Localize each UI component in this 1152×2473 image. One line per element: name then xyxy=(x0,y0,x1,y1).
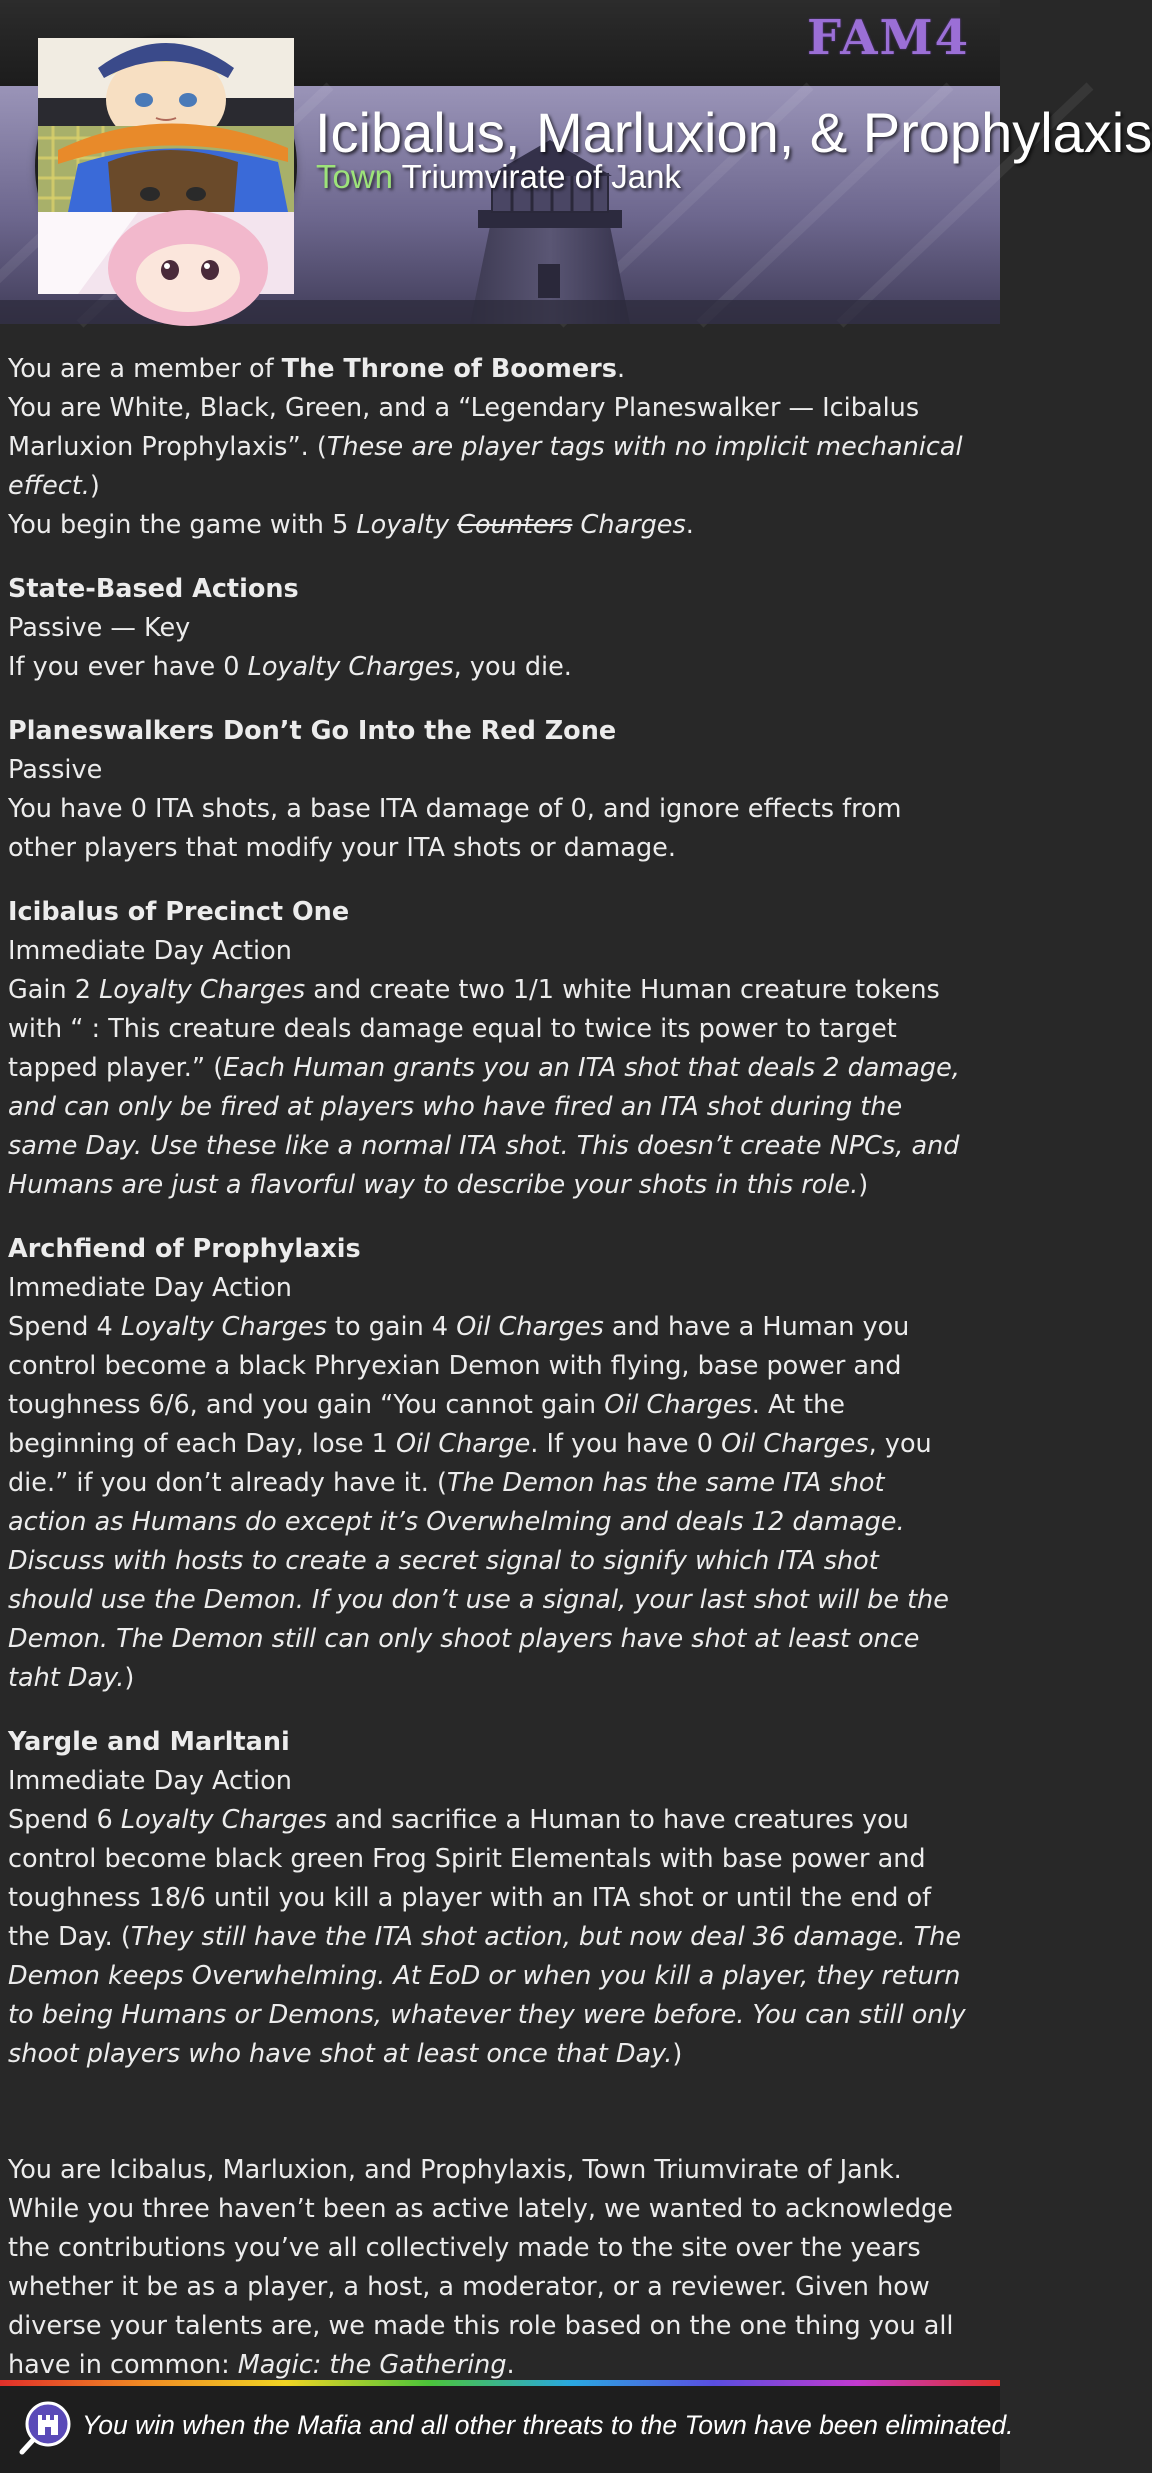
win-condition-footer xyxy=(0,2386,1014,2473)
ability-name: State-Based Actions xyxy=(8,574,299,604)
ability-type: Passive — Key xyxy=(8,613,191,643)
ability-text-part: ) xyxy=(858,1170,869,1200)
role-title: Icibalus, Marluxion, & Prophylaxis xyxy=(315,101,1152,164)
intro-section xyxy=(8,350,968,545)
ability-text-em: Oil Charges xyxy=(456,1312,604,1342)
section-spacer xyxy=(8,2099,968,2151)
ability-text-part: and sacrifice a Human to have creatures you control become black green Frog Spirit Elementals with base power and toughness 18/6 until you kill a player with an ITA shot or until the end of the Day. ( xyxy=(8,1805,932,1952)
avatar-collage-icon xyxy=(38,38,294,294)
struck-counters-word: Counters xyxy=(457,510,573,540)
ability-text-part: ) xyxy=(672,2039,683,2069)
faction-name: The Throne of Boomers xyxy=(281,354,617,384)
ability-red-zone xyxy=(8,712,968,868)
castle-magnifier-icon xyxy=(18,2398,76,2456)
ability-text-part: Spend 6 xyxy=(8,1805,121,1835)
flavor-text-part: . xyxy=(506,2350,515,2380)
faction-line-text: You are a member of xyxy=(8,354,282,384)
ability-text-part: , you die.” if you don’t already have it. ( xyxy=(8,1429,932,1498)
ability-yargle xyxy=(8,1723,968,2074)
flavor-section xyxy=(8,2151,968,2385)
flavor-text-part: You are Icibalus, Marluxion, and Prophylaxis, Town Triumvirate of Jank. While you three haven’t been as active lately, we wanted to acknowledge the contributions you’ve all collectively made to the site over the years whether it be as a player, a host, a moderator, or a reviewer. Given how diverse your talents are, we made this role based on the one thing you all have in common: xyxy=(8,2155,954,2380)
loyalty-word: Loyalty xyxy=(356,510,450,540)
ability-text-part: to gain 4 xyxy=(326,1312,457,1342)
ability-text xyxy=(8,1308,968,1698)
ability-type: Immediate Day Action xyxy=(8,1273,292,1303)
ability-type: Immediate Day Action xyxy=(8,1766,292,1796)
ability-text-em: Oil Charges xyxy=(721,1429,869,1459)
ability-text-em: Oil Charge xyxy=(395,1429,531,1459)
ability-text-part: and create two 1/1 white Human creature tokens with “ : This creature deals damage equal to twice its power to target tapped player.” ( xyxy=(8,975,940,1083)
ability-text xyxy=(8,971,968,1205)
ability-text-part: If you ever have 0 xyxy=(8,652,248,682)
role-content xyxy=(8,350,968,2410)
ability-text-part: Gain 2 xyxy=(8,975,100,1005)
ability-text-part: . If you have 0 xyxy=(530,1429,722,1459)
role-name: Triumvirate of Jank xyxy=(401,158,681,195)
colors-line-end: ) xyxy=(89,471,100,501)
ability-text-part: and have a Human you control become a black Phryexian Demon with flying, base power and toughness 6/6, and you gain “You cannot gain xyxy=(8,1312,910,1420)
site-logo: FAM4 xyxy=(806,10,970,66)
ability-text: You have 0 ITA shots, a base ITA damage of 0, and ignore effects from other players that modify your ITA shots or damage. xyxy=(8,794,902,863)
ability-note: The Demon has the same ITA shot action as Humans do except it’s Overwhelming and deals 12 damage. Discuss with hosts to create a secret signal to signify which ITA shot should use the Demon. If you don’t use a signal, your last shot will be the Demon. The Demon still can only shoot players have shot at least once taht Day. xyxy=(8,1468,949,1693)
ability-icibalus xyxy=(8,893,968,1205)
ability-text xyxy=(8,648,968,687)
ability-name: Yargle and Marltani xyxy=(8,1727,290,1757)
ability-type: Immediate Day Action xyxy=(8,936,292,966)
ability-text-em: Loyalty Charges xyxy=(120,1805,327,1835)
ability-note: They still have the ITA shot action, but now deal 36 damage. The Demon keeps Overwhelming. At EoD or when you kill a player, they return to being Humans or Demons, whatever they were before. You can still only shoot players who have shot at least once that Day. xyxy=(8,1922,966,2069)
ability-name: Archfiend of Prophylaxis xyxy=(8,1234,361,1264)
ability-text-em: Oil Charges xyxy=(604,1390,752,1420)
starting-charges-line xyxy=(8,506,968,545)
ability-text xyxy=(8,1801,968,2074)
win-condition-text: You win when the Mafia and all other threats to the Town have been eliminated. xyxy=(82,2410,1014,2440)
ability-archfiend xyxy=(8,1230,968,1698)
ability-text-part: Spend 4 xyxy=(8,1312,121,1342)
ability-text-part: ) xyxy=(124,1663,135,1693)
ability-text-part: , you die. xyxy=(453,652,572,682)
faction-line-end: . xyxy=(616,354,626,384)
ability-type: Passive xyxy=(8,755,103,785)
alignment-label: Town xyxy=(316,158,394,195)
colors-note: These are player tags with no implicit mechanical effect. xyxy=(8,432,963,501)
ability-text-em: Loyalty Charges xyxy=(99,975,306,1005)
ability-name: Planeswalkers Don’t Go Into the Red Zone xyxy=(8,716,617,746)
flavor-text-em: Magic: the Gathering xyxy=(237,2350,507,2380)
faction-line xyxy=(8,350,968,389)
flavor-text xyxy=(8,2151,968,2385)
ability-name: Icibalus of Precinct One xyxy=(8,897,350,927)
colors-line-text: You are White, Black, Green, and a “Legendary Planeswalker — Icibalus Marluxion Prophylaxis”. ( xyxy=(8,393,920,462)
ability-text-part: . At the beginning of each Day, lose 1 xyxy=(8,1390,845,1459)
starting-charges-text: You begin the game with 5 xyxy=(8,510,357,540)
ability-note: Each Human grants you an ITA shot that deals 2 damage, and can only be fired at players who have fired an ITA shot during the same Day. Use these like a normal ITA shot. This doesn’t create NPCs, and Humans are just a flavorful way to describe your shots in this role. xyxy=(8,1053,960,1200)
ability-text-em: Loyalty Charges xyxy=(120,1312,327,1342)
ability-text-em: Loyalty Charges xyxy=(247,652,454,682)
ability-state-based-actions xyxy=(8,570,968,687)
role-avatar xyxy=(38,38,294,294)
charges-word: Charges xyxy=(580,510,686,540)
colors-line xyxy=(8,389,968,506)
starting-charges-end: . xyxy=(685,510,694,540)
role-subtitle xyxy=(316,158,681,196)
